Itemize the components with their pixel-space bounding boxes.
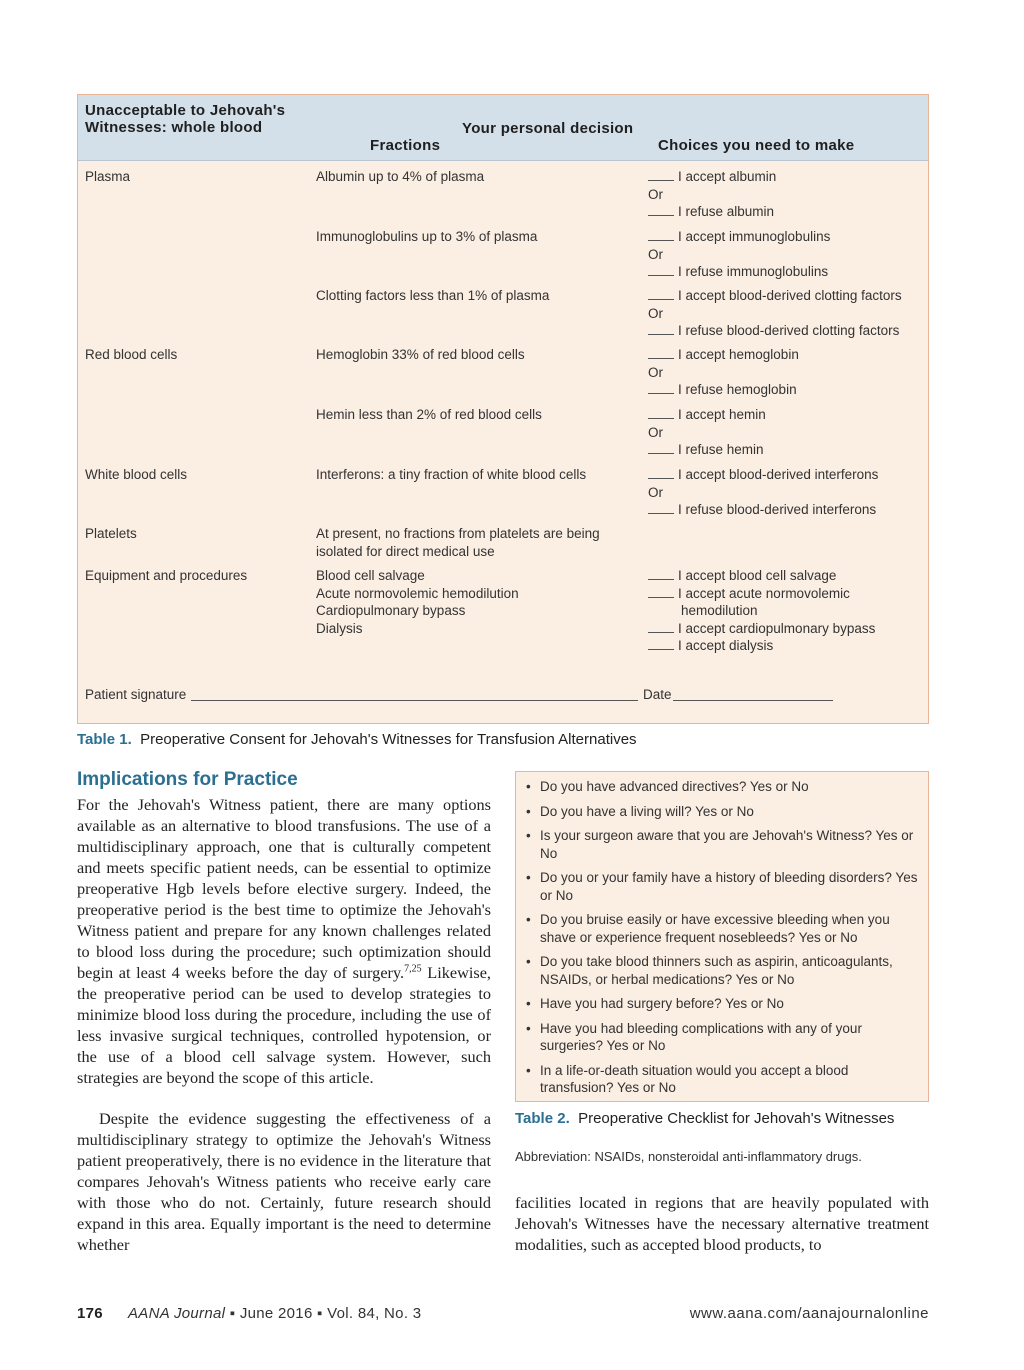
component-cell: White blood cells [85, 467, 188, 482]
date-label: Date [643, 687, 672, 702]
component-cell: Plasma [85, 169, 131, 184]
list-item [524, 1020, 919, 1055]
or-label: Or [648, 305, 663, 321]
checklist-table [515, 771, 929, 1102]
caption-label: Table 1. [77, 731, 132, 748]
refuse-option: I refuse hemin [678, 442, 764, 457]
paragraph [77, 794, 491, 1088]
bullet-icon: • [526, 828, 531, 843]
page-number: 176 [77, 1305, 103, 1322]
blank-line[interactable] [648, 631, 674, 633]
bullet-icon: • [526, 912, 531, 927]
accept-option: I accept albumin [678, 169, 777, 184]
list-item-text: Do you take blood thinners such as aspirin, anticoagulants, NSAIDs, or herbal medications? Yes or No [540, 954, 893, 987]
list-item [524, 995, 919, 1013]
component-cell: Red blood cells [85, 347, 178, 362]
caption-text: Preoperative Checklist for Jehovah's Witnesses [578, 1110, 895, 1127]
accept-option: I accept blood-derived clotting factors [678, 288, 902, 303]
bullet-icon: • [526, 996, 531, 1011]
list-item-text: Have you had bleeding complications with any of your surgeries? Yes or No [540, 1020, 862, 1053]
list-item-text: Do you bruise easily or have excessive bleeding when you shave or experience frequent nosebleeds? Yes or No [540, 912, 890, 945]
blank-line[interactable] [648, 298, 674, 300]
bullet-icon: • [526, 870, 531, 885]
accept-option: I accept acute normovolemic [678, 585, 850, 601]
checklist [524, 778, 919, 1104]
bullet-icon: • [526, 954, 531, 969]
choice-cell [648, 228, 928, 281]
section-heading: Implications for Practice [77, 769, 298, 790]
blank-line[interactable] [648, 214, 674, 216]
accept-option: I accept cardiopulmonary bypass [678, 620, 876, 636]
fraction-cell: Clotting factors less than 1% of plasma [316, 288, 550, 303]
paragraph: facilities located in regions that are heavily populated with Jehovah's Witnesses have the necessary alternative treatment modalities, such as accepted blood products, to [515, 1193, 929, 1254]
fraction-cell: Immunoglobulins up to 3% of plasma [316, 229, 538, 244]
or-label: Or [648, 364, 663, 380]
list-item-text: Do you have advanced directives? Yes or No [540, 779, 809, 794]
accept-option: I accept dialysis [678, 638, 774, 653]
consent-table [77, 94, 929, 724]
fraction-cell: Hemoglobin 33% of red blood cells [316, 347, 525, 362]
list-item-text: Is your surgeon aware that you are Jehovah's Witness? Yes or No [540, 828, 914, 861]
caption-text: Preoperative Consent for Jehovah's Witnesses for Transfusion Alternatives [140, 731, 637, 748]
component-cell: Platelets [85, 526, 137, 541]
header-unacceptable: Unacceptable to Jehovah's Witnesses: whole blood [85, 102, 286, 136]
choice-cell [648, 168, 928, 221]
accept-option: I accept immunoglobulins [678, 229, 831, 244]
refuse-option: I refuse hemoglobin [678, 382, 797, 397]
bullet-icon: • [526, 803, 531, 819]
header-fractions: Fractions [370, 137, 441, 154]
refuse-option: I refuse blood-derived interferons [678, 502, 877, 517]
blank-line[interactable] [648, 648, 674, 650]
blank-line[interactable] [648, 452, 674, 454]
accept-option: I accept hemin [678, 407, 766, 422]
date-line[interactable] [673, 700, 833, 701]
header-decision: Your personal decision [462, 120, 634, 137]
equipment-item: Cardiopulmonary bypass [316, 603, 466, 618]
list-item [524, 953, 919, 988]
blank-line[interactable] [648, 333, 674, 335]
table2-caption [515, 1108, 929, 1129]
table1-caption [77, 731, 637, 748]
list-item [524, 911, 919, 946]
consent-table-header [78, 95, 928, 161]
or-label: Or [648, 484, 663, 500]
component-cell: Equipment and procedures [85, 568, 248, 583]
list-item-text: Do you have a living will? Yes or No [540, 803, 754, 819]
accept-option-continued: hemodilution [681, 603, 758, 618]
list-item [524, 803, 919, 821]
blank-line[interactable] [648, 239, 674, 241]
paragraph-text: Likewise, the preoperative period can be used to develop strategies to minimize blood loss during the procedure, including the use of less invasive surgical techniques, controlled hypotension, or the use of a blood cell salvage system. However, such strategies are beyond the scope of this article. [77, 963, 491, 1087]
equipment-item: Acute normovolemic hemodilution [316, 585, 519, 601]
equipment-item: Dialysis [316, 620, 363, 636]
choice-cell [648, 466, 928, 519]
list-item [524, 778, 919, 796]
blank-line[interactable] [648, 392, 674, 394]
refuse-option: I refuse albumin [678, 204, 775, 219]
table2-abbreviation: Abbreviation: NSAIDs, nonsteroidal anti-inflammatory drugs. [515, 1149, 862, 1164]
refuse-option: I refuse blood-derived clotting factors [678, 323, 900, 338]
blank-line[interactable] [648, 477, 674, 479]
list-item [524, 827, 919, 862]
equipment-item: Blood cell salvage [316, 568, 425, 583]
blank-line[interactable] [648, 417, 674, 419]
bullet-icon: • [526, 1062, 531, 1078]
blank-line[interactable] [648, 578, 674, 580]
accept-option: I accept hemoglobin [678, 347, 799, 362]
journal-separator: ▪ [229, 1305, 236, 1322]
list-item-text: In a life-or-death situation would you accept a blood transfusion? Yes or No [540, 1062, 849, 1095]
caption-label: Table 2. [515, 1110, 570, 1127]
blank-line[interactable] [648, 596, 674, 598]
header-choices: Choices you need to make [658, 137, 855, 154]
journal-issue: June 2016 ▪ Vol. 84, No. 3 [239, 1305, 422, 1322]
journal-info [128, 1305, 421, 1322]
or-label: Or [648, 424, 663, 440]
signature-line[interactable] [191, 700, 638, 701]
bullet-icon: • [526, 779, 531, 794]
citation: 7,25 [404, 963, 422, 975]
fraction-cell: At present, no fractions from platelets are being isolated for direct medical use [316, 526, 600, 559]
refuse-option: I refuse immunoglobulins [678, 264, 829, 279]
choice-cell [648, 287, 928, 340]
paragraph-text: For the Jehovah's Witness patient, there are many options available as an alternative to blood transfusions. The use of a multidisciplinary approach, one that is culturally competent and meets specific patient needs, can be essential to optimize preoperative Hgb levels before elective surgery. Indeed, the preoperative period is the best time to optimize the Jehovah's Witness patient and prepare for any known challenges related to blood loss during the procedure; such optimization should begin at least 4 weeks before the day of surgery. [77, 795, 491, 982]
list-item-text: Have you had surgery before? Yes or No [540, 996, 784, 1011]
choice-cell [648, 567, 928, 655]
fraction-cell: Albumin up to 4% of plasma [316, 169, 485, 184]
choice-cell [648, 346, 928, 399]
paragraph: Despite the evidence suggesting the effectiveness of a multidisciplinary strategy to optimize the Jehovah's Witness patient preoperatively, there is no evidence in the literature that compares Jehovah's Witness patients who receive early care with those who do not. Certainly, future research should expand in this area. Equally important is the need to determine whether [77, 1109, 491, 1254]
fraction-cell: Hemin less than 2% of red blood cells [316, 407, 542, 422]
choice-cell [648, 406, 928, 459]
accept-option: I accept blood-derived interferons [678, 467, 879, 482]
equipment-list [316, 567, 636, 637]
blank-line[interactable] [648, 357, 674, 359]
list-item [524, 1062, 919, 1097]
blank-line[interactable] [648, 179, 674, 181]
bullet-icon: • [526, 1020, 531, 1036]
list-item-text: Do you or your family have a history of bleeding disorders? Yes or No [540, 870, 918, 903]
journal-url[interactable]: www.aana.com/aanajournalonline [689, 1305, 929, 1322]
list-item [524, 869, 919, 904]
or-label: Or [648, 186, 663, 202]
fraction-cell: Interferons: a tiny fraction of white blood cells [316, 467, 587, 482]
signature-label: Patient signature [85, 687, 187, 702]
blank-line[interactable] [648, 512, 674, 514]
blank-line[interactable] [648, 274, 674, 276]
or-label: Or [648, 246, 663, 262]
journal-title: AANA Journal [128, 1305, 226, 1322]
accept-option: I accept blood cell salvage [678, 568, 837, 583]
